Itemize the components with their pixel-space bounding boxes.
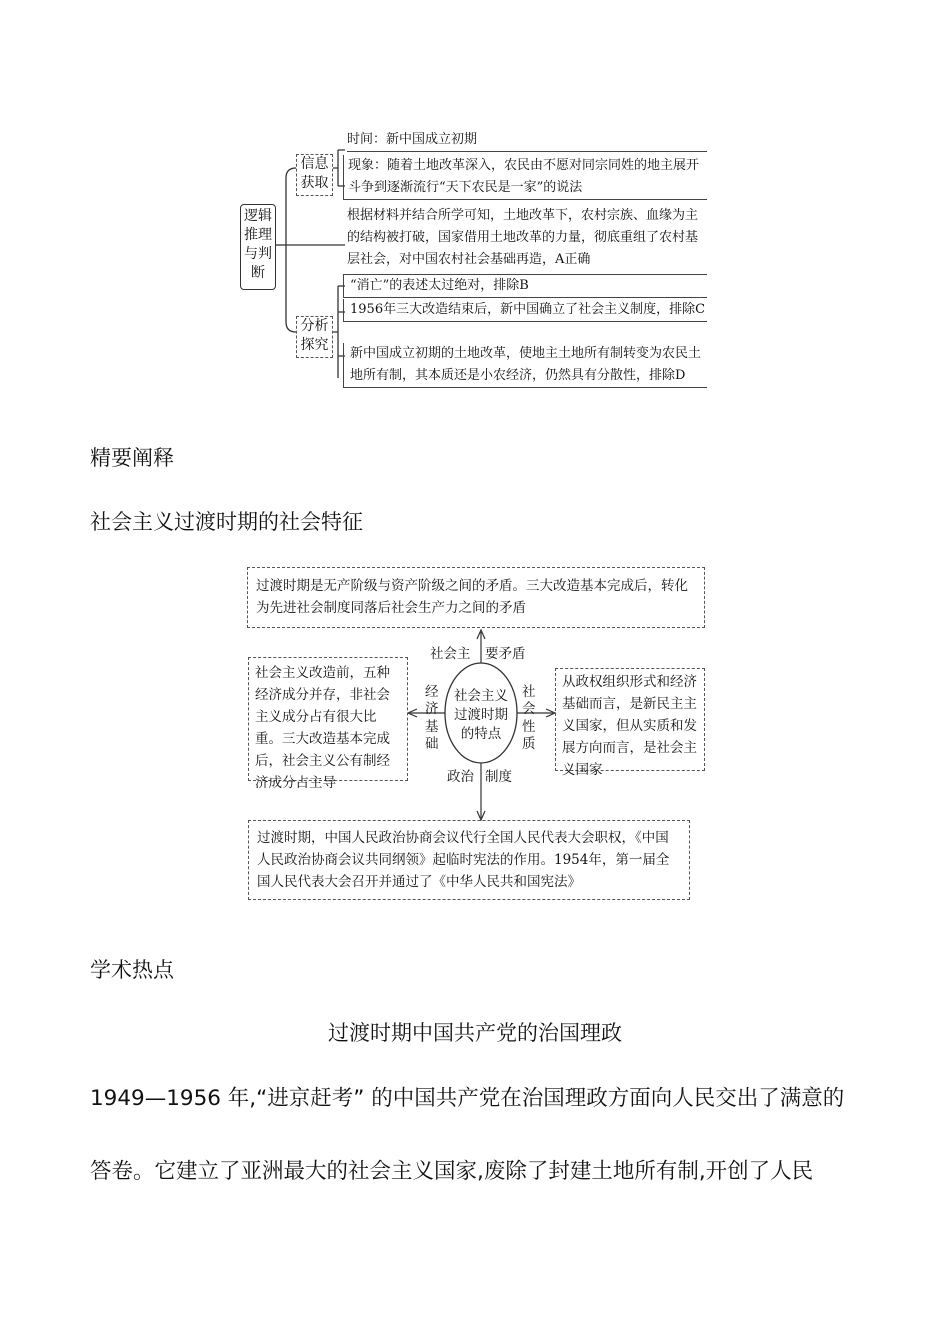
article-title: 过渡时期中国共产党的治国理政 xyxy=(328,1021,622,1045)
diagram-left-box: 社会主义改造前，五种经济成分并存，非社会主义成分占有很大比重。三大改造基本完成后，社会主义公有制经济成分占主导 xyxy=(248,657,408,781)
info-label-box xyxy=(296,154,333,196)
mindmap-reasoning: 根据材料并结合所学可知，土地改革下，农村宗族、血缘为主的结构被打破，国家借用土地改革的力量，彻底重组了农村基层社会，对中国农村社会基础再造，A正确 xyxy=(347,208,699,267)
info-label: 信息获取 xyxy=(300,156,329,191)
diagram-label-right-b: 性质 xyxy=(522,719,536,752)
mindmap-phenomenon: 现象：随着土地改革深入，农民由不愿对同宗同姓的地主展开斗争到逐渐流行“天下农民是一家”的说法 xyxy=(343,155,707,200)
section-subtitle-features: 社会主义过渡时期的社会特征 xyxy=(90,510,363,534)
diagram-label-bottom-right: 制度 xyxy=(485,769,512,785)
mindmap-option-d: 新中国成立初期的土地改革，使地主土地所有制转变为农民土地所有制，其本质还是小农经济，仍然具有分散性，排除D xyxy=(343,343,707,388)
diagram-label-right-a: 社会 xyxy=(522,684,536,717)
diagram-bottom-box: 过渡时期，中国人民政治协商会议代行全国人民代表大会职权，《中国人民政治协商会议共同纲领》起临时宪法的作用。1954年，第一届全国人民代表大会召开并通过了《中华人民共和国宪法》 xyxy=(248,820,690,900)
analysis-label: 分析探究 xyxy=(300,318,329,353)
mindmap-root xyxy=(240,204,276,290)
article-paragraph-line-1: 1949—1956 年,“进京赶考” 的中国共产党在治国理政方面向人民交出了满意的 xyxy=(90,1086,845,1111)
mindmap-time: 时间：新中国成立初期 xyxy=(347,129,707,152)
diagram-label-left-a: 经济 xyxy=(425,684,439,717)
diagram-label-left-b: 基础 xyxy=(425,719,439,752)
mindmap-option-b: “消亡”的表述太过绝对，排除B xyxy=(343,274,707,298)
section-title-hotspot: 学术热点 xyxy=(90,958,174,982)
diagram-label-bottom-left: 政治 xyxy=(447,769,474,785)
diagram-right-box: 从政权组织形式和经济基础而言，是新民主主义国家，但从实质和发展方向而言，是社会主义国家 xyxy=(555,668,705,771)
section-title-essentials: 精要阐释 xyxy=(90,446,174,470)
mindmap-option-c: 1956年三大改造结束后，新中国确立了社会主义制度，排除C xyxy=(343,299,707,322)
diagram-label-top-left: 社会主 xyxy=(430,646,471,662)
mindmap-root-label: 逻辑推理与判断 xyxy=(244,208,272,281)
article-paragraph-line-2: 答卷。它建立了亚洲最大的社会主义国家,废除了封建土地所有制,开创了人民 xyxy=(90,1159,814,1184)
diagram-top-box: 过渡时期是无产阶级与资产阶级之间的矛盾。三大改造基本完成后，转化为先进社会制度同落后社会生产力之间的矛盾 xyxy=(247,567,705,628)
diagram-center-label: 社会主义过渡时期的特点 xyxy=(454,688,508,742)
analysis-label-box xyxy=(296,316,333,358)
diagram-label-top-right: 要矛盾 xyxy=(485,646,526,662)
